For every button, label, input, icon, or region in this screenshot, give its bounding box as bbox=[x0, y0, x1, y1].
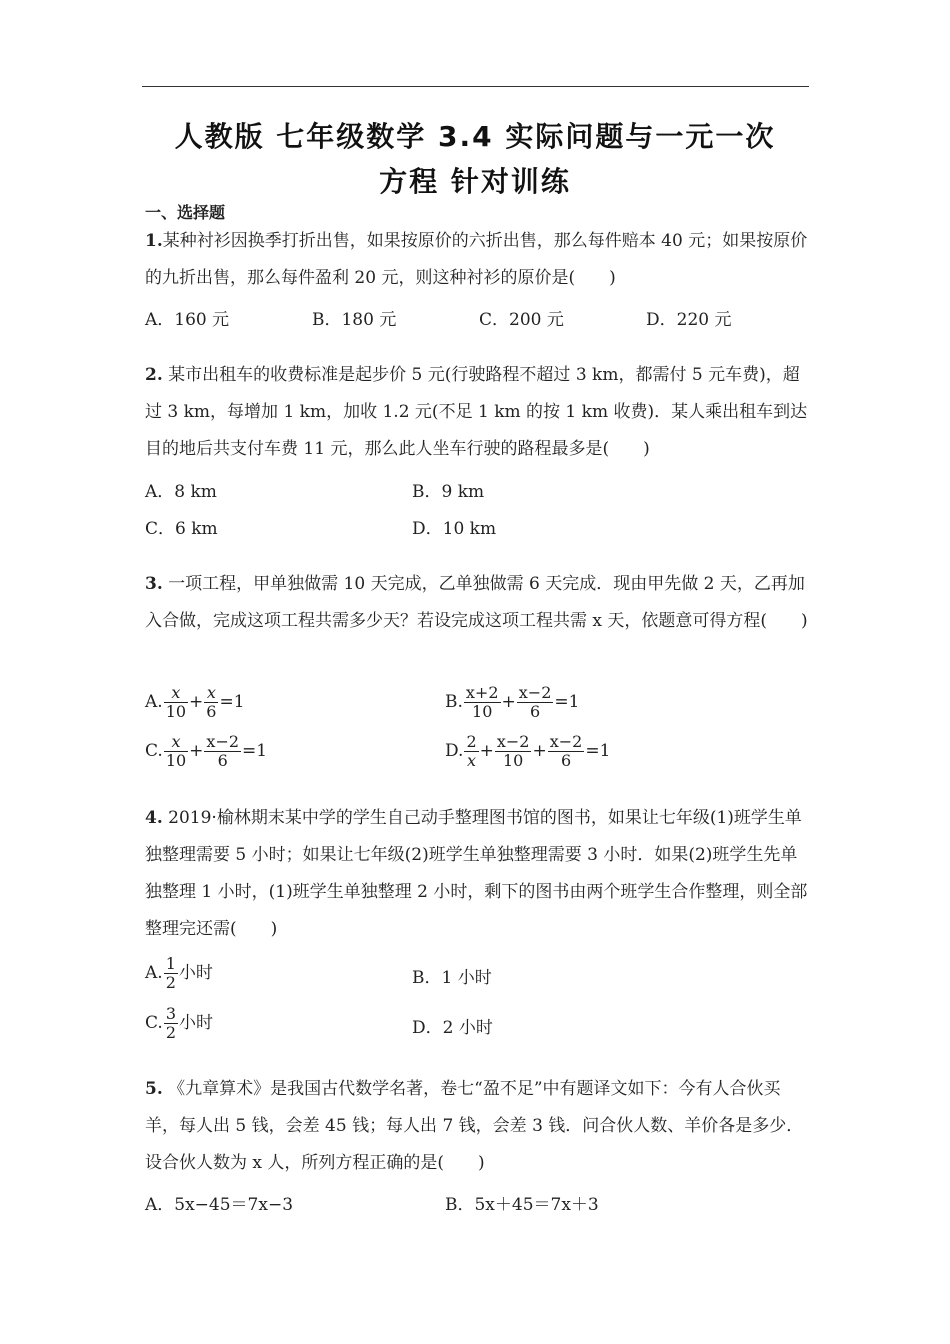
q4-option-a: A. $\frac{1}{2}$ 小时 bbox=[145, 954, 213, 992]
fraction: $\frac{x+2}{10}$ bbox=[465, 683, 499, 721]
q1-option-b: B．180 元 bbox=[312, 310, 397, 330]
option-label: C. bbox=[145, 1013, 163, 1033]
document-title-line-2: 方程 针对训练 bbox=[379, 165, 571, 198]
question-text: 一项工程，甲单独做需 10 天完成，乙单独做需 6 天完成．现由甲先做 2 天，乙再加入合做，完成这项工程共需多少天？若设完成这项工程共需 x 天，依题意可得方程( ) bbox=[145, 574, 808, 631]
section-heading: 一、选择题 bbox=[145, 203, 226, 222]
q4-option-b: B．1 小时 bbox=[412, 968, 492, 988]
question-text: 2019·榆林期末某中学的学生自己动手整理图书馆的图书，如果让七年级(1)班学生单独整理需要 5 小时；如果让七年级(2)班学生单独整理需要 3 小时．如果(2)班学生先单独整理 1 小时，(1)班学生单独整理 2 小时，剩下的图书由两个班学生合作整理，则全部整理完还需( ) bbox=[145, 808, 808, 939]
option-label: D. bbox=[445, 741, 464, 761]
fraction: $\frac{x-2}{10}$ bbox=[496, 732, 530, 770]
q3-option-d: D. $\frac{2}{x}$ + $\frac{x-2}{10}$ + $\frac{x-2}{6}$ =1 bbox=[445, 732, 611, 770]
q4-option-d: D．2 小时 bbox=[412, 1018, 493, 1038]
q1-option-a: A．160 元 bbox=[145, 310, 230, 330]
q2-option-c: C．6 km bbox=[145, 519, 218, 539]
q3-option-a: A. $\frac{x}{10}$ + $\frac{x}{6}$ =1 bbox=[145, 683, 245, 721]
option-label: C. bbox=[145, 741, 163, 761]
fraction: $\frac{x}{10}$ bbox=[165, 683, 187, 721]
question-number: 2. bbox=[145, 365, 163, 385]
question-text: 某种衬衫因换季打折出售，如果按原价的六折出售，那么每件赔本 40 元；如果按原价的九折出售，那么每件盈利 20 元，则这种衬衫的原价是( ) bbox=[145, 231, 808, 288]
q3-option-c: C. $\frac{x}{10}$ + $\frac{x-2}{6}$ =1 bbox=[145, 732, 268, 770]
fraction: $\frac{1}{2}$ bbox=[165, 954, 176, 992]
question-number: 5. bbox=[145, 1079, 163, 1099]
fraction: $\frac{2}{x}$ bbox=[466, 732, 477, 770]
q5-option-a: A．5x−45＝7x−3 bbox=[145, 1195, 294, 1215]
header-rule bbox=[142, 86, 809, 87]
question-1 bbox=[145, 223, 810, 297]
option-label: B. bbox=[445, 692, 463, 712]
option-label: A. bbox=[145, 692, 163, 712]
document-title-line-1: 人教版 七年级数学 3.4 实际问题与一元一次 bbox=[174, 120, 776, 153]
q1-option-c: C．200 元 bbox=[479, 310, 564, 330]
fraction: $\frac{x-2}{6}$ bbox=[206, 732, 240, 770]
question-text: 《九章算术》是我国古代数学名著，卷七“盈不足”中有题译文如下：今有人合伙买羊，每人出 5 钱，会差 45 钱；每人出 7 钱，会差 3 钱．问合伙人数、羊价各是多少．设合伙人数为 x 人，所列方程正确的是( ) bbox=[145, 1079, 804, 1173]
question-number: 3. bbox=[145, 574, 163, 594]
q2-option-a: A．8 km bbox=[145, 482, 217, 502]
question-4 bbox=[145, 800, 810, 948]
fraction: $\frac{x}{10}$ bbox=[165, 732, 187, 770]
question-2 bbox=[145, 357, 810, 468]
question-number: 4. bbox=[145, 808, 163, 828]
fraction: $\frac{x}{6}$ bbox=[206, 683, 217, 721]
question-text: 某市出租车的收费标准是起步价 5 元(行驶路程不超过 3 km，都需付 5 元车费)，超过 3 km，每增加 1 km，加收 1.2 元(不足 1 km 的按 1 km 收费)．某人乘出租车到达目的地后共支付车费 11 元，那么此人坐车行驶的路程最多是( ) bbox=[145, 365, 808, 459]
q5-option-b: B．5x＋45＝7x＋3 bbox=[445, 1195, 599, 1215]
question-3 bbox=[145, 566, 810, 640]
q2-option-b: B．9 km bbox=[412, 482, 485, 502]
q4-option-c: C. $\frac{3}{2}$ 小时 bbox=[145, 1004, 213, 1042]
fraction: $\frac{x-2}{6}$ bbox=[549, 732, 583, 770]
fraction: $\frac{3}{2}$ bbox=[165, 1004, 176, 1042]
q3-option-b: B. $\frac{x+2}{10}$ + $\frac{x-2}{6}$ =1 bbox=[445, 683, 580, 721]
option-label: A. bbox=[145, 963, 163, 983]
question-5 bbox=[145, 1071, 810, 1182]
fraction: $\frac{x-2}{6}$ bbox=[518, 683, 552, 721]
q1-option-d: D．220 元 bbox=[646, 310, 732, 330]
q2-option-d: D．10 km bbox=[412, 519, 497, 539]
question-number: 1. bbox=[145, 231, 163, 251]
